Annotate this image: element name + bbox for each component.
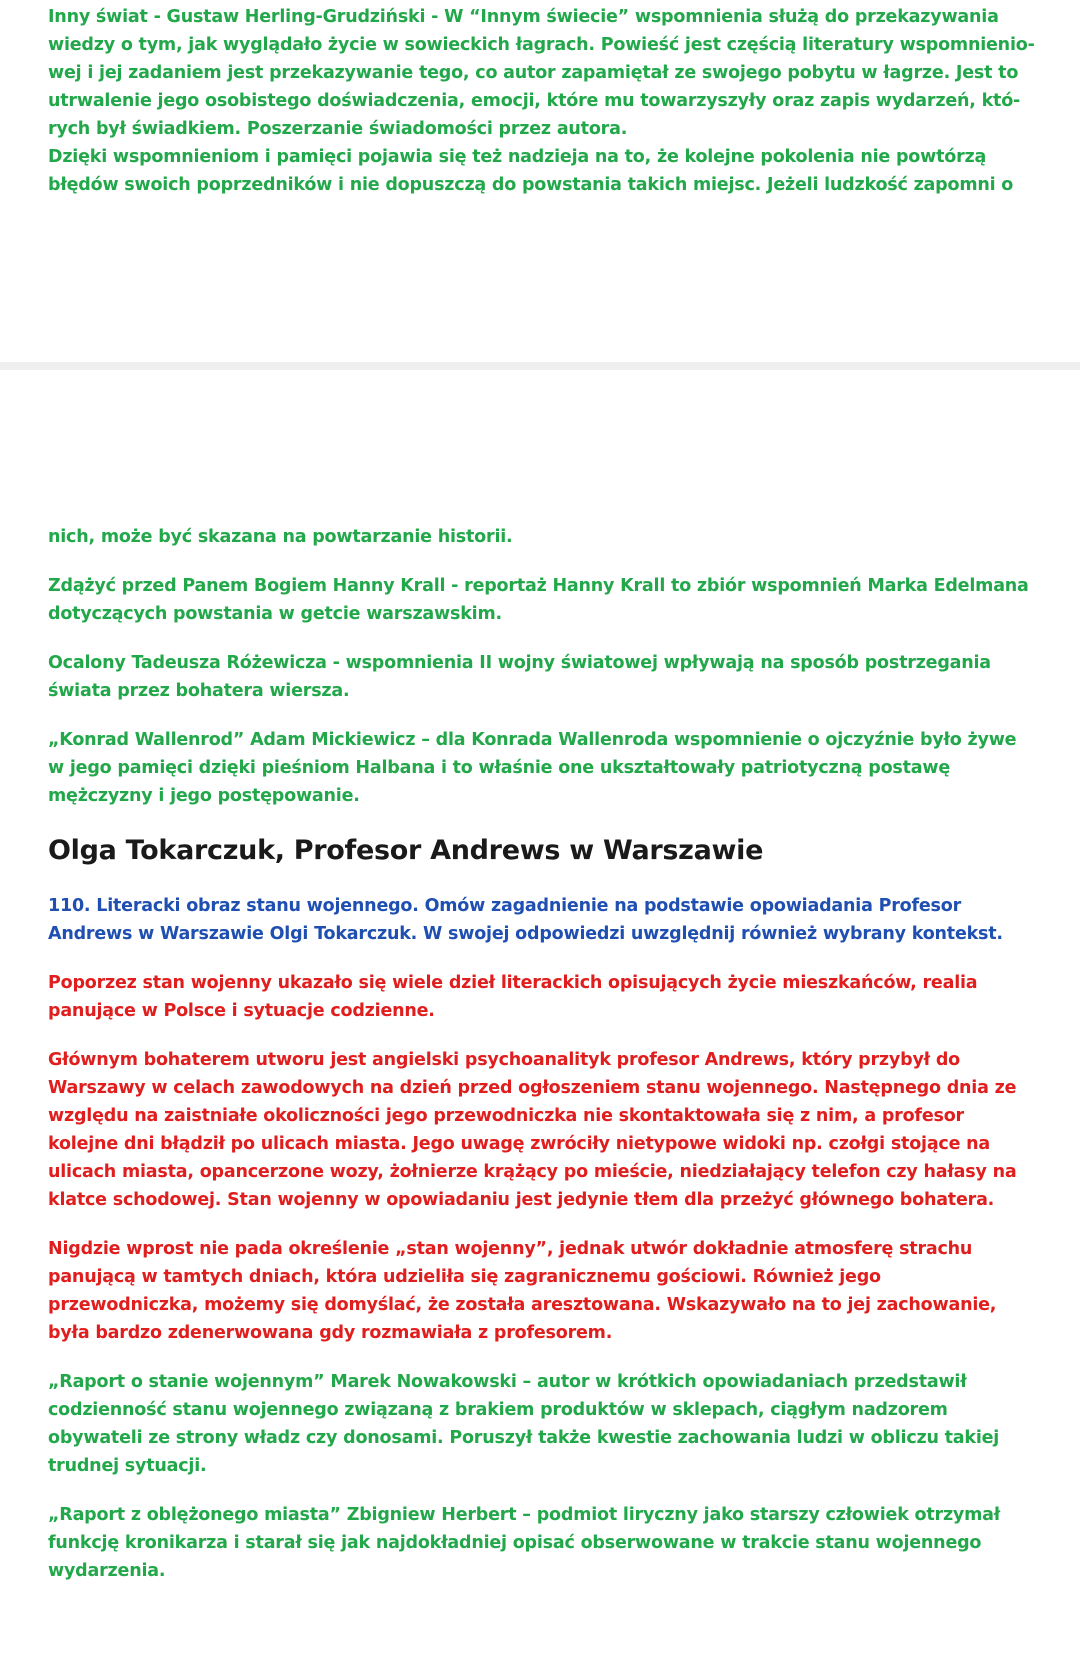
text-line: klatce schodowej. Stan wojenny w opowiadaniu jest jedynie tłem dla przeżyć głównego bohatera. <box>48 1190 995 1210</box>
text-line: w jego pamięci dzięki pieśniom Halbana i to właśnie one ukształtowały patriotyczną postawę <box>48 758 951 778</box>
paragraph-krall <box>48 572 1048 628</box>
paragraph-continuation <box>48 523 1048 551</box>
text-line: 110. Literacki obraz stanu wojennego. Omów zagadnienie na podstawie opowiadania Profesor <box>48 896 962 916</box>
text-line: nich, może być skazana na powtarzanie historii. <box>48 527 513 547</box>
page-separator <box>0 362 1080 370</box>
text-line: „Konrad Wallenrod” Adam Mickiewicz – dla Konrada Wallenroda wspomnienie o ojczyźnie było żywe <box>48 730 1017 750</box>
paragraph-wallenrod <box>48 726 1048 810</box>
paragraph-ocalony <box>48 649 1048 705</box>
text-line: panującą w tamtych dniach, która udzieliła się zagranicznemu gościowi. Również jego <box>48 1267 881 1287</box>
paragraph-herbert <box>48 1501 1048 1585</box>
text-line: panujące w Polsce i sytuacje codzienne. <box>48 1001 435 1021</box>
text-line: trudnej sytuacji. <box>48 1456 207 1476</box>
text-line: funkcję kronikarza i starał się jak najdokładniej opisać obserwowane w trakcie stanu wojennego <box>48 1533 982 1553</box>
text-line: Ocalony Tadeusza Różewicza - wspomnienia II wojny światowej wpływają na sposób postrzegania <box>48 653 991 673</box>
document-page-1 <box>0 0 1080 362</box>
text-line: utrwalenie jego osobistego doświadczenia, emocji, które mu towarzyszyły oraz zapis wydarzeń, któ- <box>48 91 1021 111</box>
text-line: Nigdzie wprost nie pada określenie „stan wojenny”, jednak utwór dokładnie atmosferę strachu <box>48 1239 973 1259</box>
text-line: była bardzo zdenerwowana gdy rozmawiała z profesorem. <box>48 1323 613 1343</box>
document-page-2 <box>0 370 1080 1673</box>
text-line: przewodniczka, możemy się domyślać, że została aresztowana. Wskazywało na to jej zachowanie, <box>48 1295 997 1315</box>
text-line: Andrews w Warszawie Olgi Tokarczuk. W swojej odpowiedzi uwzględnij również wybrany kontekst. <box>48 924 1003 944</box>
section-heading: Olga Tokarczuk, Profesor Andrews w Warszawie <box>48 835 764 866</box>
text-line: codzienność stanu wojennego związaną z brakiem produktów w sklepach, ciągłym nadzorem <box>48 1400 948 1420</box>
text-line: Zdążyć przed Panem Bogiem Hanny Krall - reportaż Hanny Krall to zbiór wspomnień Marka Edelmana <box>48 576 1029 596</box>
text-line: „Raport z oblężonego miasta” Zbigniew Herbert – podmiot liryczny jako starszy człowiek otrzymał <box>48 1505 1001 1525</box>
text-line: rych był świadkiem. Poszerzanie świadomości przez autora. <box>48 119 628 139</box>
text-line: Dzięki wspomnieniom i pamięci pojawia się też nadzieja na to, że kolejne pokolenia nie powtórzą <box>48 147 987 167</box>
text-line: Głównym bohaterem utworu jest angielski psychoanalityk profesor Andrews, który przybył do <box>48 1050 960 1070</box>
text-line: Poporzez stan wojenny ukazało się wiele dzieł literackich opisujących życie mieszkańców, realia <box>48 973 978 993</box>
paragraph-nowakowski <box>48 1368 1048 1480</box>
text-line: wiedzy o tym, jak wyglądało życie w sowieckich łagrach. Powieść jest częścią literatury wspomnienio- <box>48 35 1035 55</box>
text-line: mężczyzny i jego postępowanie. <box>48 786 360 806</box>
text-line: ulicach miasta, opancerzone wozy, żołnierze krążący po mieście, niedziałający telefon czy hałasy na <box>48 1162 1017 1182</box>
page-2-content <box>48 523 1048 1585</box>
text-line: wydarzenia. <box>48 1561 166 1581</box>
paragraph-intro <box>48 969 1048 1025</box>
text-line: względu na zaistniałe okoliczności jego przewodniczka nie skontaktowała się z nim, a profesor <box>48 1106 964 1126</box>
text-line: obywateli ze strony władz czy donosami. Poruszył także kwestie zachowania ludzi w obliczu takiej <box>48 1428 1000 1448</box>
text-line: Inny świat - Gustaw Herling-Grudziński - W “Innym świecie” wspomnienia służą do przekazywania <box>48 7 999 27</box>
page-1-content <box>48 3 1048 199</box>
text-line: świata przez bohatera wiersza. <box>48 681 350 701</box>
text-line: Warszawy w celach zawodowych na dzień przed ogłoszeniem stanu wojennego. Następnego dnia ze <box>48 1078 1017 1098</box>
text-line: wej i jej zadaniem jest przekazywanie tego, co autor zapamiętał ze swojego pobytu w łagrze. Jest to <box>48 63 1019 83</box>
text-line: „Raport o stanie wojennym” Marek Nowakowski – autor w krótkich opowiadaniach przedstawił <box>48 1372 967 1392</box>
paragraph-bohater <box>48 1046 1048 1214</box>
question-110 <box>48 892 1048 948</box>
text-line: błędów swoich poprzedników i nie dopuszczą do powstania takich miejsc. Jeżeli ludzkość zapomni o <box>48 175 1014 195</box>
paragraph-inny-swiat <box>48 3 1048 199</box>
text-line: dotyczących powstania w getcie warszawskim. <box>48 604 502 624</box>
text-line: kolejne dni błądził po ulicach miasta. Jego uwagę zwróciły nietypowe widoki np. czołgi stojące na <box>48 1134 991 1154</box>
paragraph-atmosfera <box>48 1235 1048 1347</box>
